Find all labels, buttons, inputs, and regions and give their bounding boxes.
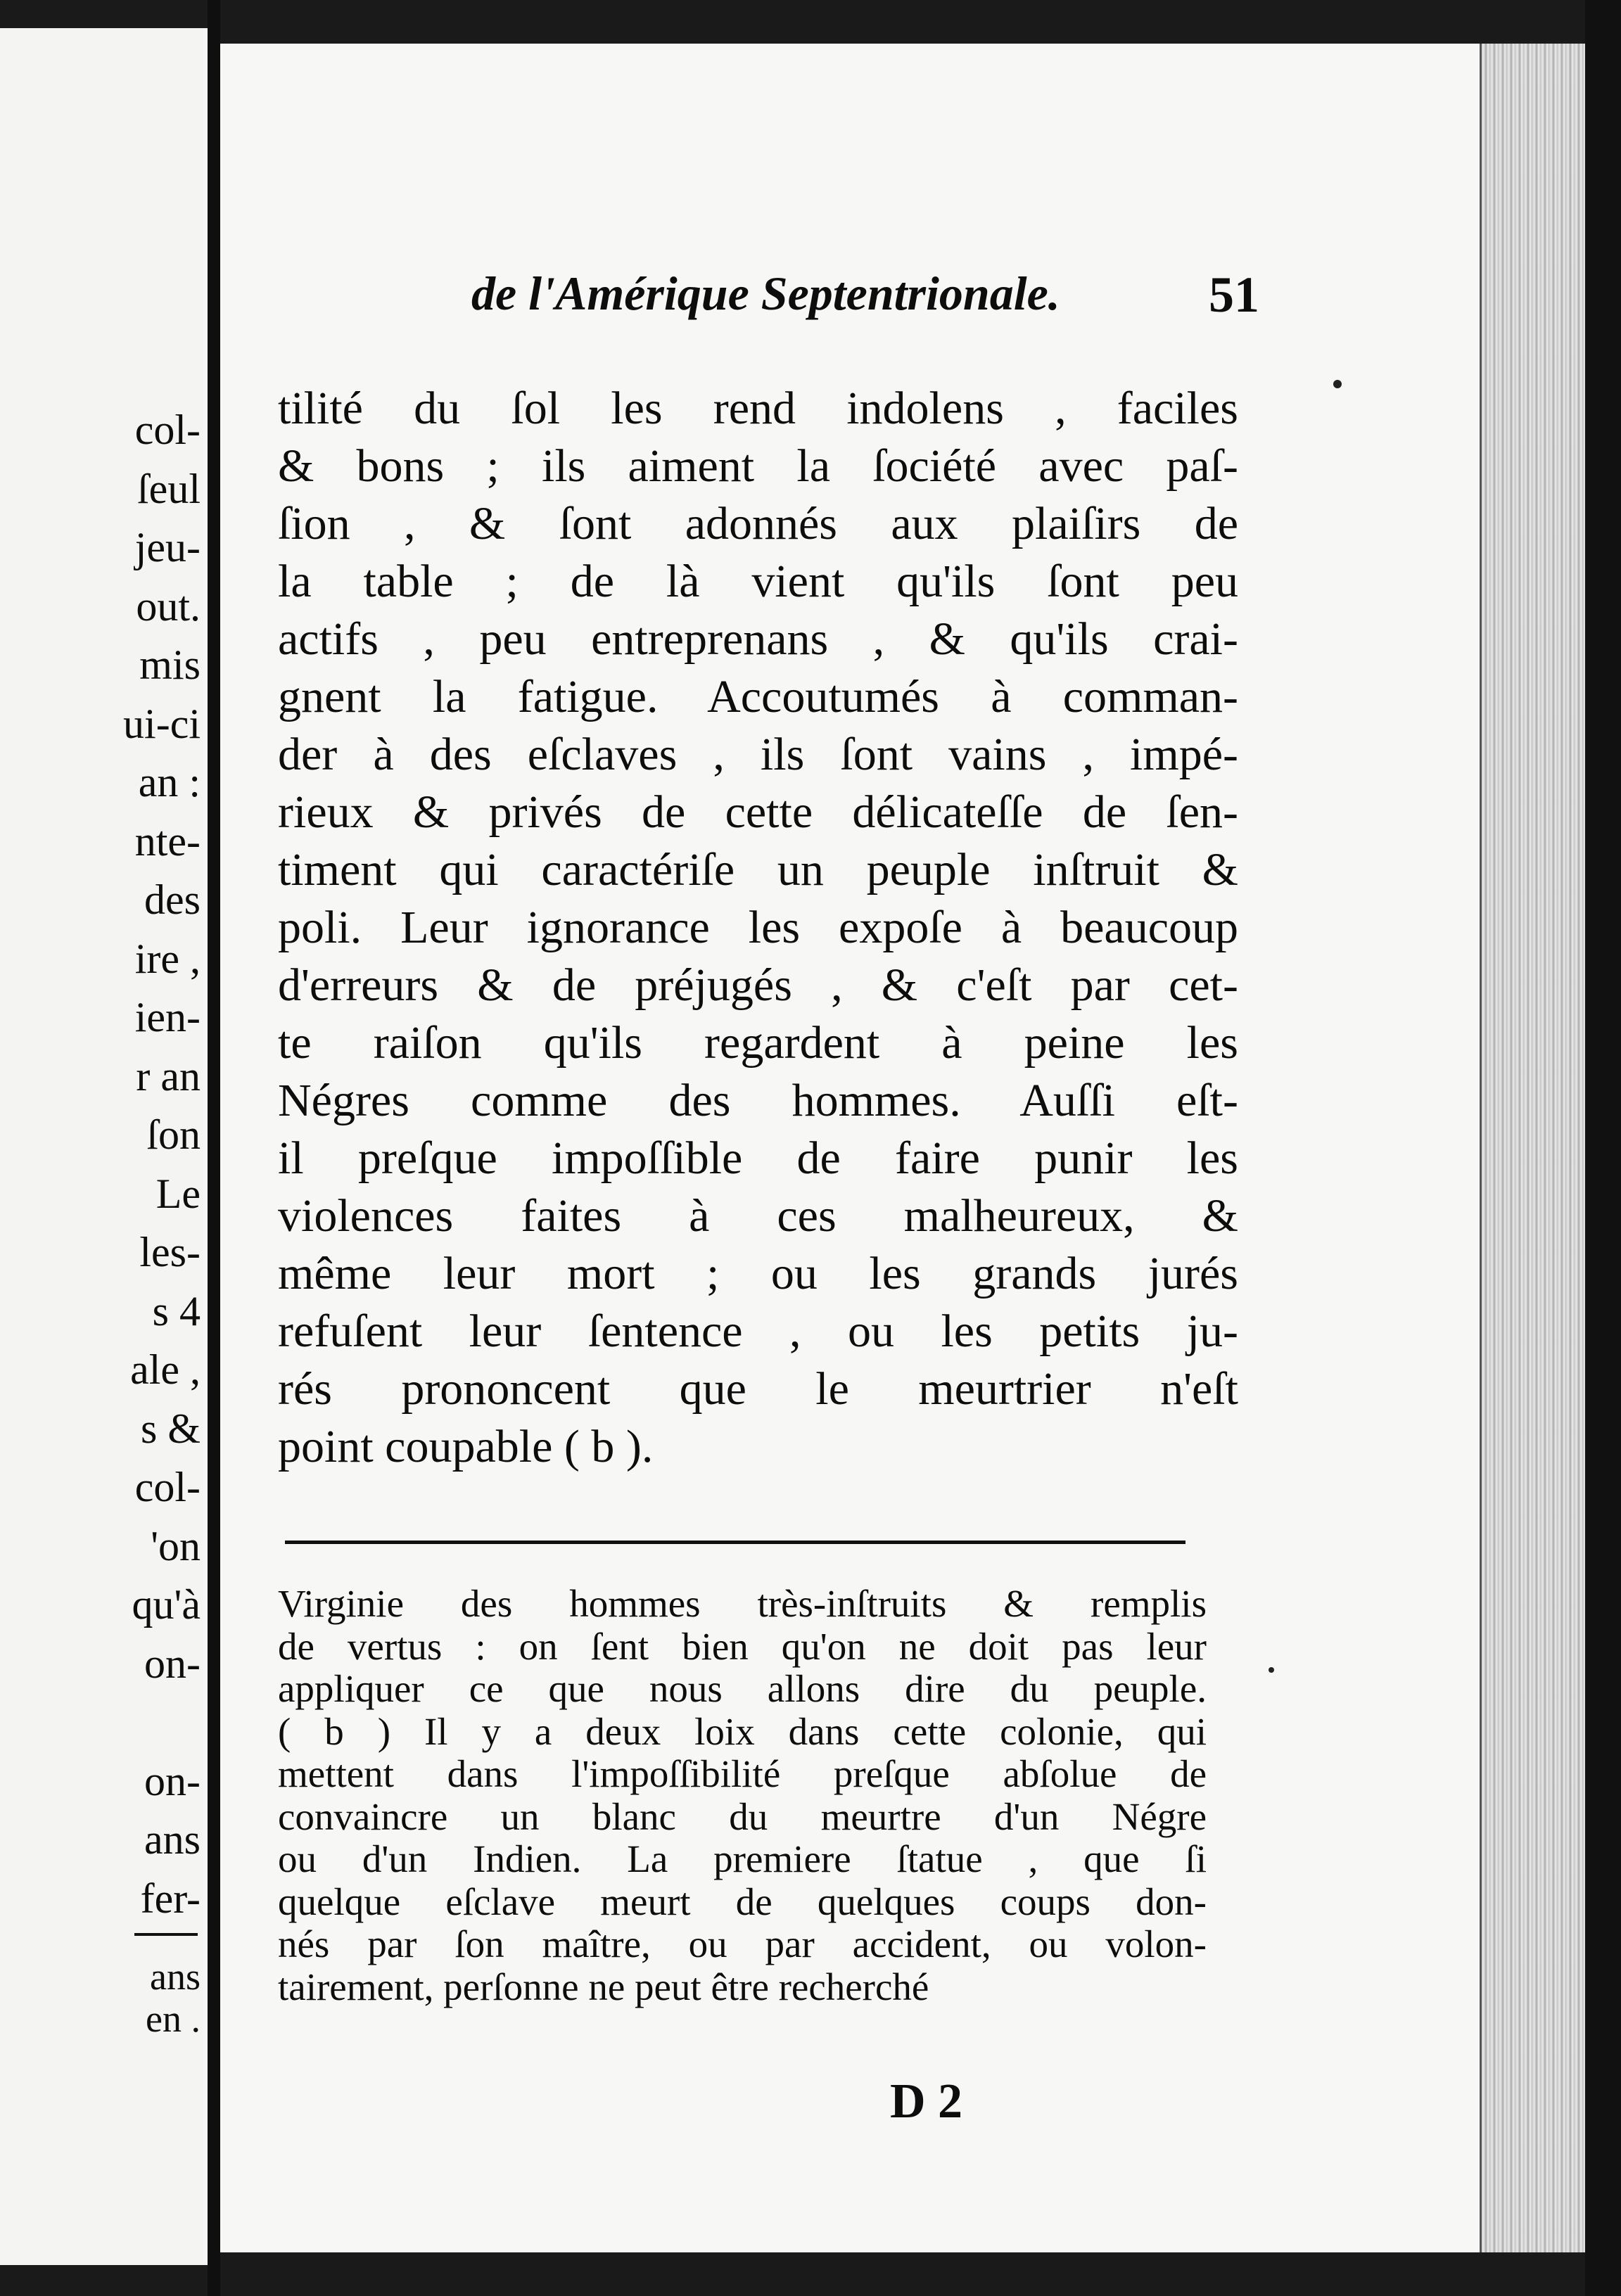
facing-page-line: on- xyxy=(144,1640,201,1687)
text-line: timent qui caractériſe un peuple inſtruit & xyxy=(278,844,1238,895)
facing-page-line xyxy=(0,1693,201,1752)
footnote-line: mettent dans l'impoſſibilité preſque abſolue de xyxy=(278,1752,1207,1795)
signature-mark: D 2 xyxy=(890,2074,963,2129)
facing-page-line: an : xyxy=(138,759,201,805)
text-line: Négres comme des hommes. Auſſi eſt- xyxy=(278,1075,1238,1126)
facing-page-line: qu'à xyxy=(132,1581,201,1628)
facing-page-line: on- xyxy=(144,1757,201,1804)
facing-page-line: out. xyxy=(136,582,201,630)
footnotes xyxy=(278,1583,1207,2008)
scan-border xyxy=(1585,0,1621,2296)
facing-page-line: des xyxy=(144,876,201,923)
facing-page-footnote-line: en . xyxy=(146,1998,201,2040)
facing-page-line: fer- xyxy=(140,1875,201,1922)
facing-page-line: ien- xyxy=(134,994,201,1040)
facing-page-line: ire , xyxy=(134,935,201,982)
footnote-line: de vertus : on ſent bien qu'on ne doit pas leur xyxy=(278,1624,1207,1668)
facing-page-line: ſon xyxy=(146,1111,201,1158)
page-header xyxy=(232,266,1259,336)
text-line: d'erreurs & de préjugés , & c'eſt par cet- xyxy=(278,959,1238,1011)
text-line: gnent la fatigue. Accoutumés à comman- xyxy=(278,671,1238,722)
facing-page-line: col- xyxy=(134,1464,201,1510)
facing-page-line: Le xyxy=(155,1170,201,1217)
page-edges xyxy=(1480,44,1587,2252)
footnote-line: nés par ſon maître, ou par accident, ou volon- xyxy=(278,1922,1207,1965)
text-line: te raiſon qu'ils regardent à peine les xyxy=(278,1017,1238,1069)
footnote-line: tairement, perſonne ne peut être recherché xyxy=(278,1965,929,2008)
text-line: même leur mort ; ou les grands jurés xyxy=(278,1248,1238,1299)
running-title: de l'Amérique Septentrionale. xyxy=(471,267,1060,320)
footnote-rule xyxy=(285,1541,1185,1544)
footnote-line: ou d'un Indien. La premiere ſtatue , que ſi xyxy=(278,1837,1207,1880)
text-line: rieux & privés de cette délicateſſe de ſen- xyxy=(278,786,1238,838)
ink-speck xyxy=(1333,380,1342,388)
text-line: tilité du ſol les rend indolens , faciles xyxy=(278,383,1238,434)
footnote-line: ( b ) Il y a deux loix dans cette colonie, qui xyxy=(278,1709,1207,1753)
ink-speck xyxy=(1269,1667,1274,1673)
footnote-line: quelque eſclave meurt de quelques coups don- xyxy=(278,1880,1207,1923)
facing-page-text xyxy=(0,401,201,1928)
facing-page-line: mis xyxy=(139,642,201,688)
text-line: refuſent leur ſentence , ou les petits ju- xyxy=(278,1306,1238,1357)
text-line: la table ; de là vient qu'ils ſont peu xyxy=(278,556,1238,607)
facing-page-line: ans xyxy=(144,1816,201,1863)
facing-page-line: jeu- xyxy=(134,524,201,570)
page-number: 51 xyxy=(1209,267,1259,323)
text-line: der à des eſclaves , ils ſont vains , impé- xyxy=(278,729,1238,780)
facing-page-line: ſeul xyxy=(137,465,201,512)
facing-page-line: 'on xyxy=(151,1522,201,1569)
facing-page-line: col- xyxy=(134,407,201,453)
book-gutter xyxy=(208,0,220,2296)
body-text xyxy=(278,380,1238,1476)
facing-page-line: ui-ci xyxy=(123,700,201,747)
facing-page-fragment xyxy=(0,28,210,2265)
facing-page-line: les- xyxy=(139,1229,201,1275)
text-line: poli. Leur ignorance les expoſe à beaucoup xyxy=(278,902,1238,953)
text-line: rés prononcent que le meurtrier n'eſt xyxy=(278,1363,1238,1415)
footnote-line: convaincre un blanc du meurtre d'un Négre xyxy=(278,1794,1207,1838)
facing-page-line: ale , xyxy=(130,1346,201,1393)
facing-page-line: nte- xyxy=(134,817,201,865)
text-line: ſion , & ſont adonnés aux plaiſirs de xyxy=(278,498,1238,549)
text-line: actifs , peu entreprenans , & qu'ils crai- xyxy=(278,613,1238,665)
facing-page-footnote-rule xyxy=(134,1933,198,1936)
facing-page-line: s 4 xyxy=(152,1287,201,1334)
facing-page-footnote-text xyxy=(0,1956,201,2040)
facing-page-footnote-line: ans xyxy=(150,1956,201,1998)
text-line: & bons ; ils aiment la ſociété avec paſ- xyxy=(278,440,1238,492)
footnote-line: appliquer ce que nous allons dire du peuple. xyxy=(278,1667,1207,1710)
text-line: violences faites à ces malheureux, & xyxy=(278,1190,1238,1242)
facing-page-line: s & xyxy=(140,1405,201,1452)
text-line: point coupable ( b ). xyxy=(278,1421,654,1472)
text-line: il preſque impoſſible de faire punir les xyxy=(278,1133,1238,1184)
footnote-line: Virginie des hommes très-inſtruits & remplis xyxy=(278,1582,1207,1625)
facing-page-line: r an xyxy=(136,1052,201,1099)
